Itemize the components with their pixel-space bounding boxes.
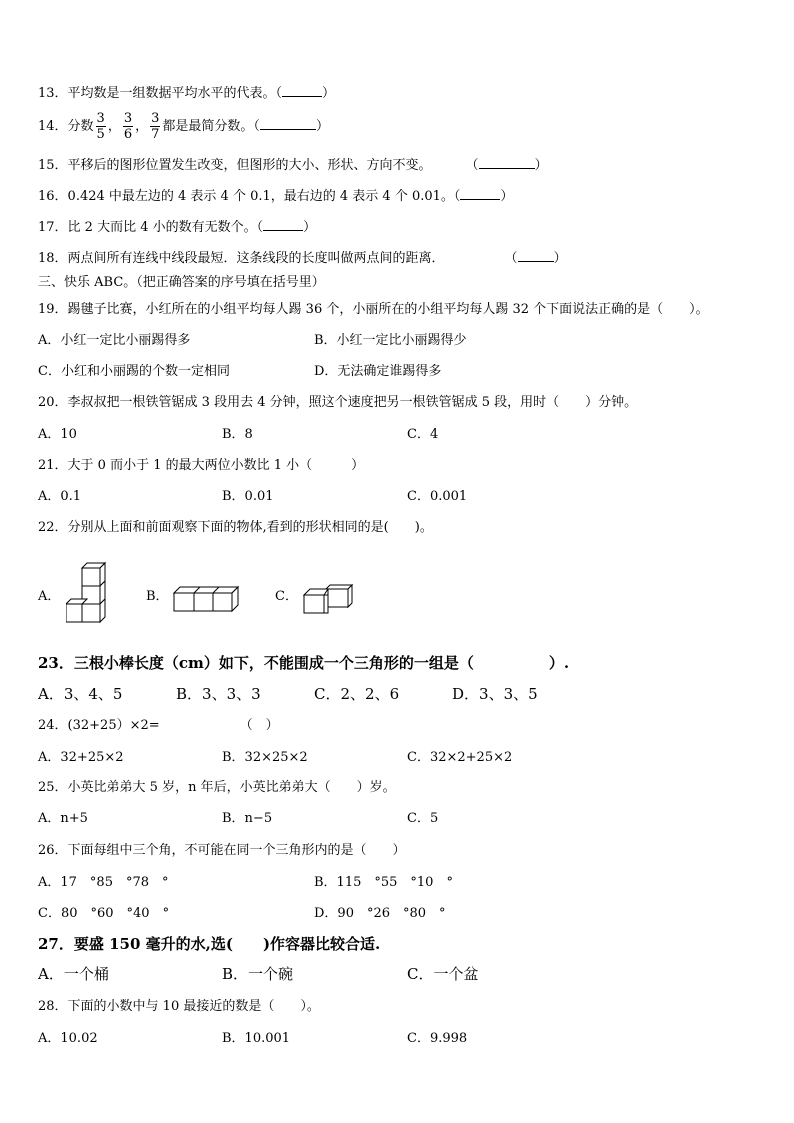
option-b[interactable]: B．115 °55 °10 °: [314, 875, 453, 890]
option-a[interactable]: A．n+5: [38, 811, 88, 826]
answer-blank[interactable]: [479, 156, 535, 169]
option-c[interactable]: C．: [275, 589, 298, 604]
option-a[interactable]: A．32+25×2: [38, 750, 124, 765]
option-b[interactable]: B．0.01: [222, 489, 274, 504]
option-b[interactable]: B．: [146, 589, 169, 604]
cube-l-figure-c: [302, 583, 358, 615]
question-14: 14．分数 $\frac{3}{5}$ ， $\frac{3}{6}$ ， $\frac{3}{7}$ 都是最简分数。（ ）: [38, 111, 329, 142]
option-c[interactable]: C．9.998: [407, 1031, 468, 1046]
option-a[interactable]: A．: [38, 589, 61, 604]
option-a[interactable]: A．10.02: [38, 1031, 98, 1046]
option-c[interactable]: C．32×2+25×2: [407, 750, 513, 765]
section-heading: 三、快乐 ABC。（把正确答案的序号填在括号里）: [38, 275, 325, 290]
option-a[interactable]: A．0.1: [38, 489, 82, 504]
option-a[interactable]: A．小红一定比小丽踢得多: [38, 333, 191, 348]
option-a[interactable]: A．17 °85 °78 °: [38, 875, 169, 890]
option-b[interactable]: B．10.001: [222, 1031, 291, 1046]
question-18: 18．两点间所有连线中线段最短．这条线段的长度叫做两点间的距离． （ ）: [38, 251, 567, 266]
option-b[interactable]: B．3、3、3: [176, 685, 261, 703]
option-d[interactable]: D．90 °26 °80 °: [314, 906, 446, 921]
question-23: 23．三根小棒长度（cm）如下，不能围成一个三角形的一组是（ ）.: [38, 654, 570, 672]
option-b[interactable]: B．小红一定比小丽踢得少: [314, 333, 467, 348]
question-20: 20．李叔叔把一根铁管锯成 3 段用去 4 分钟，照这个速度把另一根铁管锯成 5 段，用时（ ）分钟。: [38, 395, 638, 410]
answer-blank[interactable]: [282, 84, 322, 97]
option-a[interactable]: A．10: [38, 427, 77, 442]
option-c[interactable]: C．小红和小丽踢的个数一定相同: [38, 364, 230, 379]
option-c[interactable]: C．2、2、6: [314, 685, 400, 703]
option-a[interactable]: A．一个桶: [38, 965, 109, 983]
option-b[interactable]: B．n−5: [222, 811, 273, 826]
option-b[interactable]: B．8: [222, 427, 253, 442]
question-21: 21．大于 0 而小于 1 的最大两位小数比 1 小（ ）: [38, 458, 365, 473]
fraction: $\frac{3}{6}$: [123, 111, 133, 142]
option-c[interactable]: C．80 °60 °40 °: [38, 906, 170, 921]
option-b[interactable]: B．32×25×2: [222, 750, 308, 765]
cube-stack-figure-a: [66, 560, 112, 636]
option-a[interactable]: A．3、4、5: [38, 685, 123, 703]
option-c[interactable]: C．一个盆: [407, 965, 479, 983]
question-17: 17．比 2 大而比 4 小的数有无数个。（ ）: [38, 220, 317, 235]
question-24: 24．(32+25）×2= （ ）: [38, 718, 279, 733]
option-d[interactable]: D．3、3、5: [452, 685, 538, 703]
question-19: 19．踢毽子比赛，小红所在的小组平均每人踢 36 个，小丽所在的小组平均每人踢 32 个下面说法正确的是（ ）。: [38, 302, 709, 317]
question-22: 22．分别从上面和前面观察下面的物体,看到的形状相同的是( )。: [38, 520, 433, 535]
option-b[interactable]: B．一个碗: [222, 965, 294, 983]
answer-blank[interactable]: [460, 187, 500, 200]
answer-blank[interactable]: [263, 218, 303, 231]
option-c[interactable]: C．0.001: [407, 489, 468, 504]
answer-blank[interactable]: [260, 117, 316, 130]
question-26: 26．下面每组中三个角，不可能在同一个三角形内的是（ ）: [38, 843, 406, 858]
question-13: 13．平均数是一组数据平均水平的代表。（ ）: [38, 86, 336, 101]
question-28: 28．下面的小数中与 10 最接近的数是（ ）。: [38, 999, 320, 1014]
cube-row-figure-b: [172, 583, 242, 615]
option-c[interactable]: C．4: [407, 427, 439, 442]
option-d[interactable]: D．无法确定谁踢得多: [314, 364, 442, 379]
fraction: $\frac{3}{5}$: [96, 111, 105, 142]
question-25: 25．小英比弟弟大 5 岁，n 年后，小英比弟弟大（ ）岁。: [38, 780, 396, 795]
answer-blank[interactable]: [518, 249, 554, 262]
fraction: $\frac{3}{7}$: [151, 111, 160, 142]
option-c[interactable]: C．5: [407, 811, 439, 826]
question-16: 16．0.424 中最左边的 4 表示 4 个 0.1，最右边的 4 表示 4 个 0.01。（ ）: [38, 189, 514, 204]
question-27: 27．要盛 150 毫升的水,选( )作容器比较合适.: [38, 935, 381, 953]
question-15: 15．平移后的图形位置发生改变，但图形的大小、形状、方向不变。 （ ）: [38, 158, 548, 173]
